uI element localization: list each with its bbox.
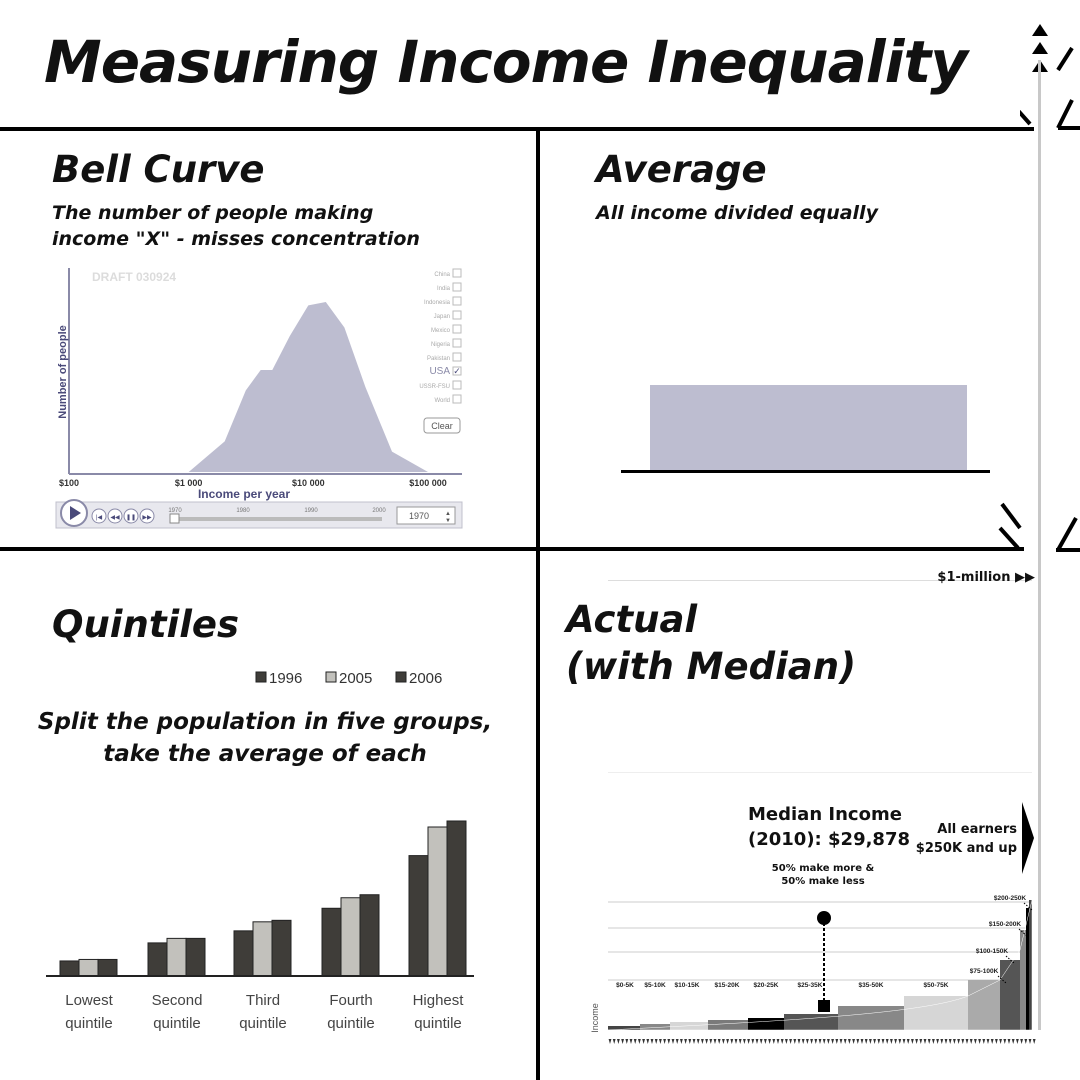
person-tick bbox=[680, 1039, 683, 1044]
break-decoration bbox=[996, 496, 1080, 556]
person-tick bbox=[987, 1039, 990, 1044]
checkbox[interactable] bbox=[453, 339, 461, 347]
person-tick bbox=[768, 1039, 771, 1044]
person-tick bbox=[638, 1039, 641, 1044]
person-tick bbox=[957, 1039, 960, 1044]
person-tick bbox=[819, 1039, 822, 1044]
person-tick bbox=[877, 1039, 880, 1044]
pause-icon: ❚❚ bbox=[125, 515, 137, 521]
person-tick bbox=[625, 1039, 628, 1044]
person-tick bbox=[882, 1039, 885, 1044]
category-label: Lowest bbox=[65, 992, 113, 1009]
person-tick bbox=[844, 1039, 847, 1044]
median-marker bbox=[817, 911, 831, 925]
timeline-year-label: 1980 bbox=[236, 508, 250, 514]
person-tick bbox=[873, 1039, 876, 1044]
quintiles-subtitle: Split the population in five groups, take the average of each bbox=[37, 709, 493, 767]
upper-band-label: $200-250K bbox=[993, 895, 1027, 902]
person-tick bbox=[831, 1039, 834, 1044]
country-label: USA bbox=[429, 366, 450, 377]
person-tick bbox=[961, 1039, 964, 1044]
person-tick bbox=[777, 1039, 780, 1044]
person-tick bbox=[676, 1039, 679, 1044]
person-tick bbox=[718, 1039, 721, 1044]
person-tick bbox=[970, 1039, 973, 1044]
income-band-$150-200K bbox=[1020, 930, 1026, 1030]
rewind-icon: ◀◀ bbox=[110, 515, 120, 521]
person-tick bbox=[932, 1039, 935, 1044]
bar-2006-2 bbox=[186, 938, 205, 976]
person-tick bbox=[760, 1039, 763, 1044]
watermark: DRAFT 030924 bbox=[92, 270, 177, 284]
x-tick-label: $10 000 bbox=[292, 478, 325, 488]
person-tick bbox=[726, 1039, 729, 1044]
person-tick bbox=[1012, 1039, 1015, 1044]
income-band-$15-20K bbox=[708, 1020, 748, 1030]
median-income-label: Median Income (2010): $29,878 bbox=[748, 804, 910, 850]
country-checkbox-usa[interactable] bbox=[429, 366, 461, 377]
clear-button[interactable] bbox=[424, 418, 460, 433]
income-band-$20-25K bbox=[748, 1018, 784, 1030]
bar-2005-1 bbox=[79, 959, 98, 976]
person-tick bbox=[789, 1039, 792, 1044]
arrow-decoration bbox=[1020, 20, 1080, 140]
person-tick bbox=[890, 1039, 893, 1044]
bar-1996-5 bbox=[409, 856, 428, 976]
country-label: Indonesia bbox=[423, 300, 450, 306]
x-axis-label: Income per year bbox=[197, 487, 291, 501]
person-tick bbox=[999, 1039, 1002, 1044]
person-tick bbox=[730, 1039, 733, 1044]
person-tick bbox=[651, 1039, 654, 1044]
person-tick bbox=[793, 1039, 796, 1044]
band-label: $5-10K bbox=[644, 982, 666, 989]
bar-2005-3 bbox=[253, 922, 272, 976]
median-square bbox=[818, 1000, 830, 1012]
person-tick bbox=[814, 1039, 817, 1044]
y-axis-label: Number of people bbox=[57, 325, 69, 419]
person-tick bbox=[848, 1039, 851, 1044]
income-band-$100-150K bbox=[1000, 960, 1020, 1030]
person-tick bbox=[613, 1039, 616, 1044]
person-tick bbox=[693, 1039, 696, 1044]
timeline-year-label: 2000 bbox=[372, 508, 386, 514]
person-tick bbox=[684, 1039, 687, 1044]
person-tick bbox=[705, 1039, 708, 1044]
person-tick bbox=[915, 1039, 918, 1044]
person-tick bbox=[966, 1039, 969, 1044]
top-divider bbox=[0, 127, 1034, 131]
person-tick bbox=[764, 1039, 767, 1044]
checkbox[interactable] bbox=[453, 353, 461, 361]
person-tick bbox=[911, 1039, 914, 1044]
average-baseline bbox=[621, 470, 990, 473]
category-label: quintile bbox=[65, 1015, 113, 1032]
country-label: Pakistan bbox=[426, 356, 450, 362]
income-band-$200-250K bbox=[1026, 908, 1029, 1030]
person-tick bbox=[609, 1039, 612, 1044]
person-tick bbox=[739, 1039, 742, 1044]
person-tick bbox=[621, 1039, 624, 1044]
person-tick bbox=[919, 1039, 922, 1044]
person-tick bbox=[861, 1039, 864, 1044]
bar-2006-5 bbox=[447, 821, 466, 976]
person-tick bbox=[701, 1039, 704, 1044]
x-tick-label: $1 000 bbox=[174, 478, 203, 488]
legend-swatch-2006 bbox=[396, 672, 406, 682]
person-tick bbox=[1003, 1039, 1006, 1044]
person-tick bbox=[722, 1039, 725, 1044]
band-label: $15-20K bbox=[714, 982, 740, 989]
rewind-button[interactable] bbox=[108, 509, 122, 523]
center-divider bbox=[536, 131, 540, 1080]
person-tick bbox=[697, 1039, 700, 1044]
country-label: Mexico bbox=[430, 328, 450, 334]
country-label: China bbox=[434, 272, 450, 278]
legend-label-2005: 2005 bbox=[339, 670, 373, 687]
timeline-year-label: 1990 bbox=[304, 508, 318, 514]
category-label: quintile bbox=[153, 1015, 201, 1032]
svg-text:Clear: Clear bbox=[431, 421, 453, 431]
arrow-up-icon bbox=[1032, 24, 1048, 36]
stepper-down-icon: ▼ bbox=[445, 518, 451, 524]
person-tick bbox=[630, 1039, 633, 1044]
person-tick bbox=[953, 1039, 956, 1044]
person-tick bbox=[646, 1039, 649, 1044]
checkbox[interactable] bbox=[453, 325, 461, 333]
checkbox[interactable] bbox=[453, 395, 461, 403]
person-tick bbox=[667, 1039, 670, 1044]
country-label: India bbox=[436, 286, 450, 292]
top-earners-arrow-icon bbox=[1022, 802, 1034, 874]
arrow-up-icon bbox=[1032, 42, 1048, 54]
y-axis-label: Income bbox=[590, 1003, 600, 1033]
person-tick bbox=[672, 1039, 675, 1044]
person-tick bbox=[949, 1039, 952, 1044]
person-tick bbox=[1033, 1039, 1036, 1044]
person-tick bbox=[1008, 1039, 1011, 1044]
person-tick bbox=[852, 1039, 855, 1044]
person-tick bbox=[642, 1039, 645, 1044]
page-title: Measuring Income Inequality bbox=[44, 28, 968, 96]
average-title: Average bbox=[596, 148, 767, 191]
person-tick bbox=[1024, 1039, 1027, 1044]
check-icon: ✓ bbox=[453, 366, 461, 376]
person-tick bbox=[827, 1039, 830, 1044]
actual-title: Actual (with Median) bbox=[566, 598, 856, 688]
timeline-year-label: 1970 bbox=[168, 508, 182, 514]
bar-1996-4 bbox=[322, 908, 341, 976]
person-tick bbox=[634, 1039, 637, 1044]
x-tick-label: $100 bbox=[58, 478, 80, 488]
bar-2005-5 bbox=[428, 827, 447, 976]
person-tick bbox=[709, 1039, 712, 1044]
person-tick bbox=[655, 1039, 658, 1044]
stepper-up-icon: ▲ bbox=[445, 511, 451, 517]
person-tick bbox=[940, 1039, 943, 1044]
category-label: Third bbox=[245, 992, 281, 1009]
person-tick bbox=[928, 1039, 931, 1044]
bar-2006-3 bbox=[272, 920, 291, 976]
band-label: $20-25K bbox=[753, 982, 779, 989]
person-tick bbox=[810, 1039, 813, 1044]
person-tick bbox=[781, 1039, 784, 1044]
person-tick bbox=[840, 1039, 843, 1044]
income-band-$75-100K bbox=[968, 980, 1000, 1030]
year-stepper[interactable] bbox=[397, 507, 455, 524]
bar-1996-3 bbox=[234, 931, 253, 976]
person-tick bbox=[772, 1039, 775, 1044]
bell-curve-subtitle: The number of people making income "X" - misses concentration bbox=[52, 202, 420, 250]
category-label: Second bbox=[151, 992, 203, 1009]
checkbox[interactable] bbox=[453, 269, 461, 277]
person-tick bbox=[945, 1039, 948, 1044]
legend-label-1996: 1996 bbox=[269, 670, 303, 687]
person-tick bbox=[856, 1039, 859, 1044]
person-tick bbox=[798, 1039, 801, 1044]
person-tick bbox=[688, 1039, 691, 1044]
person-tick bbox=[735, 1039, 738, 1044]
upper-band-label: $75-100K bbox=[969, 968, 999, 975]
x-tick-label: $100 000 bbox=[409, 478, 447, 488]
person-tick bbox=[714, 1039, 717, 1044]
band-label: $35-50K bbox=[858, 982, 884, 989]
person-tick bbox=[802, 1039, 805, 1044]
income-band-$50-75K bbox=[904, 996, 968, 1030]
person-tick bbox=[756, 1039, 759, 1044]
bar-2006-4 bbox=[360, 895, 379, 976]
person-tick bbox=[743, 1039, 746, 1044]
upper-band-label: $100-150K bbox=[975, 948, 1009, 955]
country-label: Japan bbox=[433, 314, 450, 320]
million-label: $1-million ▶▶ bbox=[937, 570, 1035, 585]
person-tick bbox=[747, 1039, 750, 1044]
person-tick bbox=[806, 1039, 809, 1044]
income-band-$250K+ bbox=[1029, 900, 1032, 1030]
quintiles-title: Quintiles bbox=[52, 603, 239, 646]
category-label: quintile bbox=[239, 1015, 287, 1032]
person-tick bbox=[823, 1039, 826, 1044]
person-tick bbox=[907, 1039, 910, 1044]
person-tick bbox=[886, 1039, 889, 1044]
income-band-$25-35K bbox=[784, 1014, 838, 1030]
category-label: Fourth bbox=[329, 992, 373, 1009]
person-tick bbox=[898, 1039, 901, 1044]
person-tick bbox=[1016, 1039, 1019, 1044]
checkbox[interactable] bbox=[453, 381, 461, 389]
person-tick bbox=[835, 1039, 838, 1044]
forward-button[interactable] bbox=[140, 509, 154, 523]
country-label: World bbox=[434, 398, 450, 404]
checkbox[interactable] bbox=[453, 297, 461, 305]
band-label: $50-75K bbox=[923, 982, 949, 989]
bell-curve-title: Bell Curve bbox=[52, 148, 265, 191]
band-label: $0-5K bbox=[616, 982, 634, 989]
legend-swatch-1996 bbox=[256, 672, 266, 682]
person-tick bbox=[936, 1039, 939, 1044]
person-tick bbox=[982, 1039, 985, 1044]
bar-2005-2 bbox=[167, 938, 186, 976]
person-tick bbox=[978, 1039, 981, 1044]
upper-gridline bbox=[608, 772, 1032, 773]
person-tick bbox=[924, 1039, 927, 1044]
band-label: $10-15K bbox=[674, 982, 700, 989]
person-tick bbox=[991, 1039, 994, 1044]
category-label: quintile bbox=[414, 1015, 462, 1032]
average-block bbox=[650, 385, 967, 473]
income-distribution-chart bbox=[560, 790, 1040, 1060]
person-tick bbox=[974, 1039, 977, 1044]
quintiles-chart bbox=[0, 655, 536, 1080]
income-band-$35-50K bbox=[838, 1006, 904, 1030]
bar-2006-1 bbox=[98, 959, 117, 976]
bar-2005-4 bbox=[341, 898, 360, 976]
year-value: 1970 bbox=[408, 511, 430, 521]
skip-start-button[interactable] bbox=[92, 509, 106, 523]
category-label: quintile bbox=[327, 1015, 375, 1032]
top-earners-label: All earners $250K and up bbox=[915, 822, 1017, 856]
average-subtitle: All income divided equally bbox=[596, 202, 878, 224]
checkbox[interactable] bbox=[453, 283, 461, 291]
middle-divider bbox=[0, 547, 1024, 551]
forward-icon: ▶▶ bbox=[142, 515, 152, 521]
person-tick bbox=[1020, 1039, 1023, 1044]
person-tick bbox=[785, 1039, 788, 1044]
band-label: $25-35K bbox=[797, 982, 823, 989]
category-label: Highest bbox=[412, 992, 464, 1009]
person-tick bbox=[869, 1039, 872, 1044]
country-label: Nigeria bbox=[430, 342, 450, 348]
play-button[interactable] bbox=[61, 500, 87, 526]
person-tick bbox=[995, 1039, 998, 1044]
person-tick bbox=[751, 1039, 754, 1044]
median-note: 50% make more & 50% make less bbox=[771, 863, 875, 887]
pause-button[interactable] bbox=[124, 509, 138, 523]
bar-1996-1 bbox=[60, 961, 79, 976]
person-tick bbox=[663, 1039, 666, 1044]
person-tick bbox=[617, 1039, 620, 1044]
bell-curve-chart bbox=[52, 262, 472, 532]
legend-swatch-2005 bbox=[326, 672, 336, 682]
person-tick bbox=[894, 1039, 897, 1044]
timeline-handle[interactable] bbox=[170, 514, 179, 523]
person-tick bbox=[659, 1039, 662, 1044]
person-tick bbox=[1029, 1039, 1032, 1044]
bar-1996-2 bbox=[148, 943, 167, 976]
country-label: USSR-FSU bbox=[419, 384, 450, 390]
checkbox[interactable] bbox=[453, 311, 461, 319]
person-tick bbox=[903, 1039, 906, 1044]
legend-label-2006: 2006 bbox=[409, 670, 443, 687]
person-tick bbox=[865, 1039, 868, 1044]
skip-start-icon: |◀ bbox=[95, 515, 103, 521]
upper-band-label: $150-200K bbox=[988, 921, 1022, 928]
income-band-$10-15K bbox=[670, 1022, 708, 1030]
